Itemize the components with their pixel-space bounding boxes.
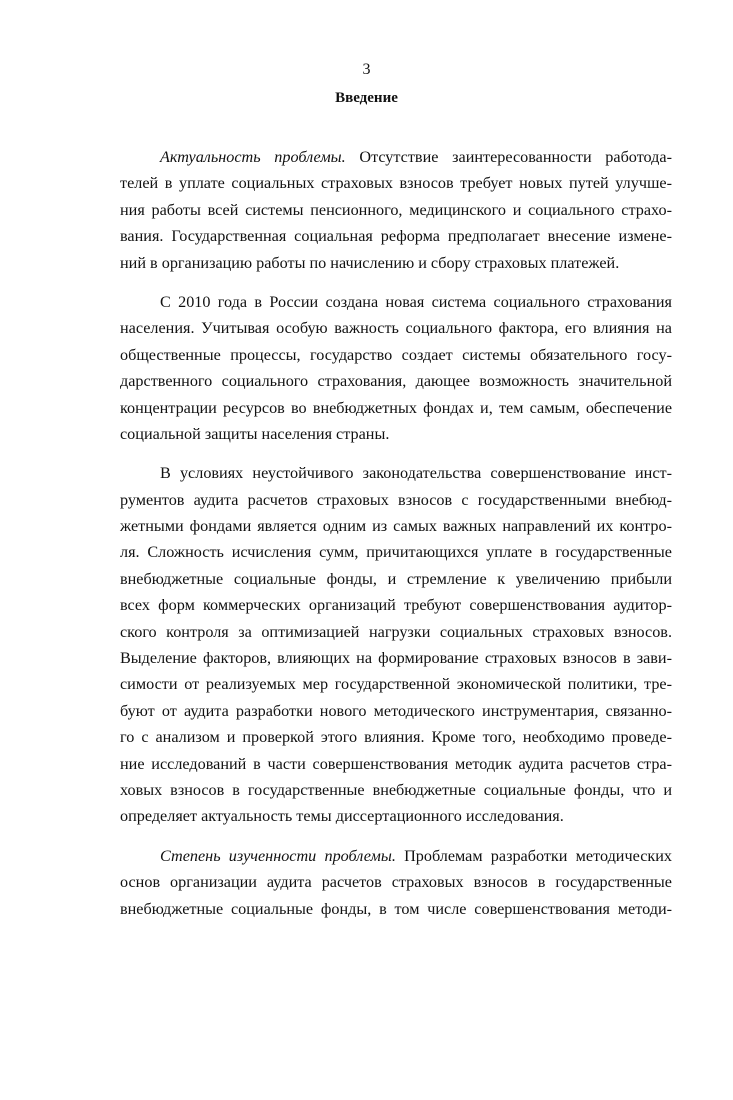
page-number: 3	[362, 61, 371, 78]
text-line: рументов аудита расчетов страховых взносов с государственными внебюд-	[120, 490, 672, 509]
body-text	[120, 144, 672, 935]
paragraph-relevance	[120, 144, 672, 276]
text-line: ний в организацию работы по начислению и сбору страховых платежей.	[120, 253, 620, 272]
text-line: С 2010 года в России создана новая система социального страхования	[160, 292, 672, 311]
text-line: внебюджетные социальные фонды, и стремление к увеличению прибыли	[120, 569, 672, 588]
text-line: общественные процессы, государство создает системы обязательного госу-	[120, 345, 672, 364]
text-line: ния работы всей системы пенсионного, медицинского и социального страхо-	[120, 200, 672, 219]
text-line: симости от реализуемых мер государственной экономической политики, тре-	[120, 675, 672, 694]
paragraph-lead: Степень изученности проблемы.	[160, 846, 396, 865]
paragraph-degree-of-study	[120, 843, 672, 922]
text-line: ля. Сложность исчисления сумм, причитающихся уплате в государственные	[120, 543, 672, 562]
text-line: ского контроля за оптимизацией нагрузки социальных страховых взносов.	[120, 622, 672, 641]
text-line: внебюджетные социальные фонды, в том числе совершенствования методи-	[120, 899, 672, 918]
text-line: определяет актуальность темы диссертационного исследования.	[120, 807, 564, 826]
paragraph-system-2010	[120, 289, 672, 447]
text-line: дарственного социального страхования, дающее возможность значительной	[120, 372, 672, 391]
text-line: жетными фондами является одним из самых важных направлений их контро-	[120, 517, 672, 536]
text-line: концентрации ресурсов во внебюджетных фондах и, тем самым, обеспечение	[120, 398, 672, 417]
text-line: телей в уплате социальных страховых взносов требует новых путей улучше-	[120, 174, 672, 193]
paragraph-legislation	[120, 460, 672, 829]
text-line: ховых взносов в государственные внебюджетные социальные фонды, что и	[120, 780, 672, 799]
text-line: В условиях неустойчивого законодательства совершенствование инст-	[160, 464, 672, 483]
text-line: буют от аудита разработки нового методического инструментария, связанно-	[120, 701, 672, 720]
section-heading: Введение	[335, 90, 398, 106]
text-line: основ организации аудита расчетов страховых взносов в государственные	[120, 873, 672, 892]
text-line: Выделение факторов, влияющих на формирование страховых взносов в зави-	[120, 649, 672, 668]
paragraph-lead: Актуальность проблемы.	[160, 148, 346, 166]
text-line: Актуальность проблемы. Отсутствие заинтересованности работода-	[160, 148, 672, 166]
text-line: вания. Государственная социальная реформа предполагает внесение измене-	[120, 227, 672, 246]
text-line: Степень изученности проблемы. Проблемам разработки методических	[160, 846, 673, 865]
text-line: населения. Учитывая особую важность социального фактора, его влияния на	[120, 319, 672, 338]
text-line: социальной защиты населения страны.	[120, 424, 390, 443]
text-line: ние исследований в части совершенствования методик аудита расчетов стра-	[120, 754, 672, 773]
text-line: го с анализом и проверкой этого влияния. Кроме того, необходимо проведе-	[120, 728, 672, 747]
text-line: всех форм коммерческих организаций требуют совершенствования аудитор-	[120, 596, 672, 615]
